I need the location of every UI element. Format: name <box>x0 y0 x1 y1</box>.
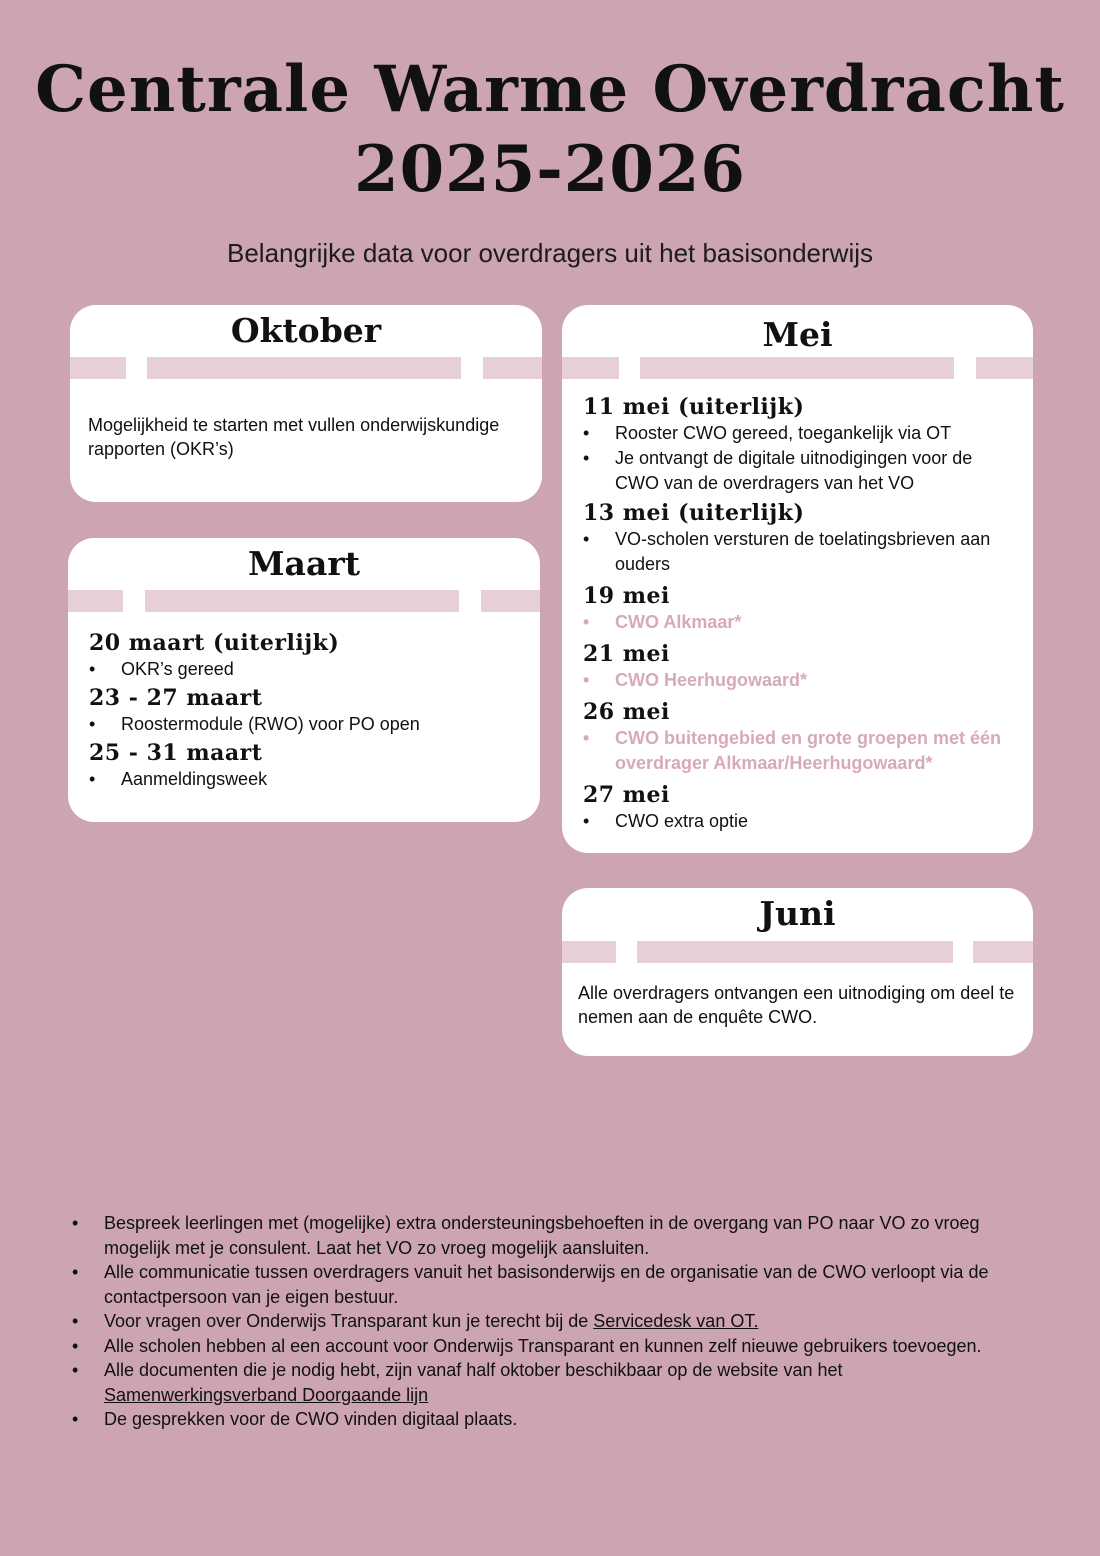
footer-note: • Alle communicatie tussen overdragers vanuit het basisonderwijs en de organisatie van de CWO verloopt via de contactpersoon van je eigen bestuur. <box>72 1260 1032 1309</box>
mei-date-5: 26 mei <box>583 699 670 725</box>
page-title-year: 2025-2026 <box>354 132 746 207</box>
mei-date-2: 13 mei (uiterlijk) <box>583 500 805 526</box>
maart-date-2: 23 - 27 maart <box>89 685 263 711</box>
mei-item-5a: • CWO buitengebied en grote groepen met één overdrager Alkmaar/Heerhugowaard* <box>583 726 1003 776</box>
divider-stripe <box>562 357 1033 379</box>
footer-note-text: Alle documenten die je nodig hebt, zijn vanaf half oktober beschikbaar op de website van het <box>104 1360 843 1380</box>
maart-item-1: • OKR’s gereed <box>89 657 519 682</box>
footer-note-text: Voor vragen over Onderwijs Transparant kun je terecht bij de <box>104 1311 594 1331</box>
maart-item-2: • Roostermodule (RWO) voor PO open <box>89 712 519 737</box>
maart-date-1: 20 maart (uiterlijk) <box>89 630 340 656</box>
maart-entries <box>89 629 519 792</box>
servicedesk-link[interactable]: Servicedesk van OT. <box>593 1311 759 1331</box>
mei-item-4a: • CWO Heerhugowaard* <box>583 668 1003 693</box>
page-title: Centrale Warme Overdracht <box>35 52 1065 127</box>
footer-note: • De gesprekken voor de CWO vinden digitaal plaats. <box>72 1407 1032 1432</box>
mei-item-3a: • CWO Alkmaar* <box>583 610 1003 635</box>
footer-note <box>72 1309 1032 1334</box>
mei-date-6: 27 mei <box>583 782 670 808</box>
mei-date-4: 21 mei <box>583 641 670 667</box>
divider-stripe <box>70 357 542 379</box>
card-title-mei: Mei <box>762 315 833 354</box>
footer-note: • Bespreek leerlingen met (mogelijke) extra ondersteuningsbehoeften in de overgang van PO naar VO zo vroeg mogelijk met je consulent. Laat het VO zo vroeg mogelijk aansluiten. <box>72 1211 1032 1260</box>
mei-item-1a: • Rooster CWO gereed, toegankelijk via OT <box>583 421 1003 446</box>
mei-date-3: 19 mei <box>583 583 670 609</box>
card-title-maart: Maart <box>248 544 360 583</box>
oktober-text: Mogelijkheid te starten met vullen onderwijskundige rapporten (OKR’s) <box>88 415 500 459</box>
footer-note: • Alle scholen hebben al een account voor Onderwijs Transparant en kunnen zelf nieuwe gebruikers toevoegen. <box>72 1334 1032 1359</box>
mei-item-2a: • VO-scholen versturen de toelatingsbrieven aan ouders <box>583 527 1003 577</box>
mei-entries <box>583 393 1003 834</box>
mei-item-6a: • CWO extra optie <box>583 809 1003 834</box>
page-subtitle: Belangrijke data voor overdragers uit het basisonderwijs <box>226 238 873 268</box>
samenwerkingsverband-link[interactable]: Samenwerkingsverband Doorgaande lijn <box>104 1384 429 1405</box>
maart-date-3: 25 - 31 maart <box>89 740 263 766</box>
card-maart <box>68 538 540 822</box>
mei-item-1b: • Je ontvangt de digitale uitnodigingen voor de CWO van de overdragers van het VO <box>583 446 1003 496</box>
footer-note <box>72 1358 1032 1407</box>
card-mei <box>562 305 1033 853</box>
card-title-juni: Juni <box>759 894 836 933</box>
footer-notes <box>72 1211 1032 1432</box>
card-juni <box>562 888 1033 1056</box>
divider-stripe <box>68 590 540 612</box>
mei-date-1: 11 mei (uiterlijk) <box>583 394 805 420</box>
divider-stripe <box>562 941 1033 963</box>
card-oktober <box>70 305 542 502</box>
maart-item-3: • Aanmeldingsweek <box>89 767 519 792</box>
juni-text: Alle overdragers ontvangen een uitnodiging om deel te nemen aan de enquête CWO. <box>578 983 1015 1027</box>
card-title-oktober: Oktober <box>230 311 382 350</box>
